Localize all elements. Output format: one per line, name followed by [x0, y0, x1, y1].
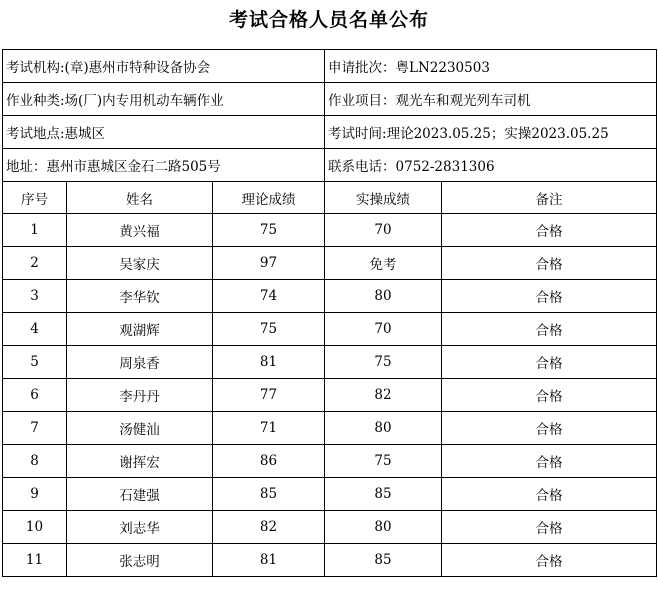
table-row — [3, 280, 657, 313]
table-row — [3, 379, 657, 412]
cell-index: 10 — [3, 511, 67, 544]
exam-location: 考试地点:惠城区 — [3, 116, 325, 149]
table-row — [3, 478, 657, 511]
cell-theory-score: 81 — [213, 346, 325, 379]
cell-name: 黄兴福 — [67, 214, 213, 247]
cell-index: 2 — [3, 247, 67, 280]
table-row — [3, 412, 657, 445]
header-name: 姓名 — [67, 182, 213, 214]
header-theory-score: 理论成绩 — [213, 182, 325, 214]
cell-remark: 合格 — [442, 445, 657, 478]
cell-theory-score: 81 — [213, 544, 325, 577]
table-row — [3, 313, 657, 346]
cell-theory-score: 85 — [213, 478, 325, 511]
cell-remark: 合格 — [442, 313, 657, 346]
cell-remark: 合格 — [442, 280, 657, 313]
cell-practical-score: 70 — [325, 214, 442, 247]
cell-remark: 合格 — [442, 511, 657, 544]
cell-name: 刘志华 — [67, 511, 213, 544]
table-row — [3, 214, 657, 247]
cell-index: 1 — [3, 214, 67, 247]
cell-name: 汤健汕 — [67, 412, 213, 445]
cell-theory-score: 75 — [213, 214, 325, 247]
cell-practical-score: 85 — [325, 478, 442, 511]
cell-theory-score: 75 — [213, 313, 325, 346]
header-practical-score: 实操成绩 — [325, 182, 442, 214]
info-row — [3, 149, 657, 182]
cell-practical-score: 80 — [325, 511, 442, 544]
cell-name: 张志明 — [67, 544, 213, 577]
cell-practical-score: 85 — [325, 544, 442, 577]
cell-theory-score: 74 — [213, 280, 325, 313]
cell-practical-score: 免考 — [325, 247, 442, 280]
cell-remark: 合格 — [442, 478, 657, 511]
cell-remark: 合格 — [442, 379, 657, 412]
cell-index: 9 — [3, 478, 67, 511]
work-type: 作业种类:场(厂)内专用机动车辆作业 — [3, 83, 325, 116]
cell-practical-score: 80 — [325, 280, 442, 313]
cell-theory-score: 97 — [213, 247, 325, 280]
table-row — [3, 346, 657, 379]
cell-theory-score: 82 — [213, 511, 325, 544]
table-row — [3, 544, 657, 577]
cell-name: 观湖辉 — [67, 313, 213, 346]
exam-institution: 考试机构:(章)惠州市特种设备协会 — [3, 50, 325, 83]
cell-theory-score: 77 — [213, 379, 325, 412]
info-row — [3, 116, 657, 149]
table-row — [3, 445, 657, 478]
cell-name: 石建强 — [67, 478, 213, 511]
address: 地址：惠州市惠城区金石二路505号 — [3, 149, 325, 182]
cell-index: 4 — [3, 313, 67, 346]
info-row — [3, 50, 657, 83]
header-index: 序号 — [3, 182, 67, 214]
header-remark: 备注 — [442, 182, 657, 214]
contact-phone: 联系电话：0752-2831306 — [325, 149, 657, 182]
cell-index: 3 — [3, 280, 67, 313]
cell-name: 吴家庆 — [67, 247, 213, 280]
cell-practical-score: 82 — [325, 379, 442, 412]
cell-remark: 合格 — [442, 412, 657, 445]
cell-name: 谢挥宏 — [67, 445, 213, 478]
info-row — [3, 83, 657, 116]
cell-theory-score: 71 — [213, 412, 325, 445]
cell-index: 11 — [3, 544, 67, 577]
work-item: 作业项目：观光车和观光列车司机 — [325, 83, 657, 116]
cell-name: 李华钦 — [67, 280, 213, 313]
cell-remark: 合格 — [442, 346, 657, 379]
cell-remark: 合格 — [442, 214, 657, 247]
cell-practical-score: 80 — [325, 412, 442, 445]
cell-index: 5 — [3, 346, 67, 379]
cell-index: 7 — [3, 412, 67, 445]
table-header-row — [3, 182, 657, 214]
cell-index: 6 — [3, 379, 67, 412]
cell-name: 周泉香 — [67, 346, 213, 379]
document-title: 考试合格人员名单公布 — [228, 9, 429, 31]
cell-remark: 合格 — [442, 247, 657, 280]
cell-practical-score: 70 — [325, 313, 442, 346]
exam-time: 考试时间:理论2023.05.25；实操2023.05.25 — [325, 116, 657, 149]
cell-remark: 合格 — [442, 544, 657, 577]
result-table — [2, 49, 657, 577]
application-batch: 申请批次：粤LN2230503 — [325, 50, 657, 83]
cell-practical-score: 75 — [325, 346, 442, 379]
cell-index: 8 — [3, 445, 67, 478]
table-row — [3, 511, 657, 544]
cell-theory-score: 86 — [213, 445, 325, 478]
table-row — [3, 247, 657, 280]
cell-name: 李丹丹 — [67, 379, 213, 412]
cell-practical-score: 75 — [325, 445, 442, 478]
